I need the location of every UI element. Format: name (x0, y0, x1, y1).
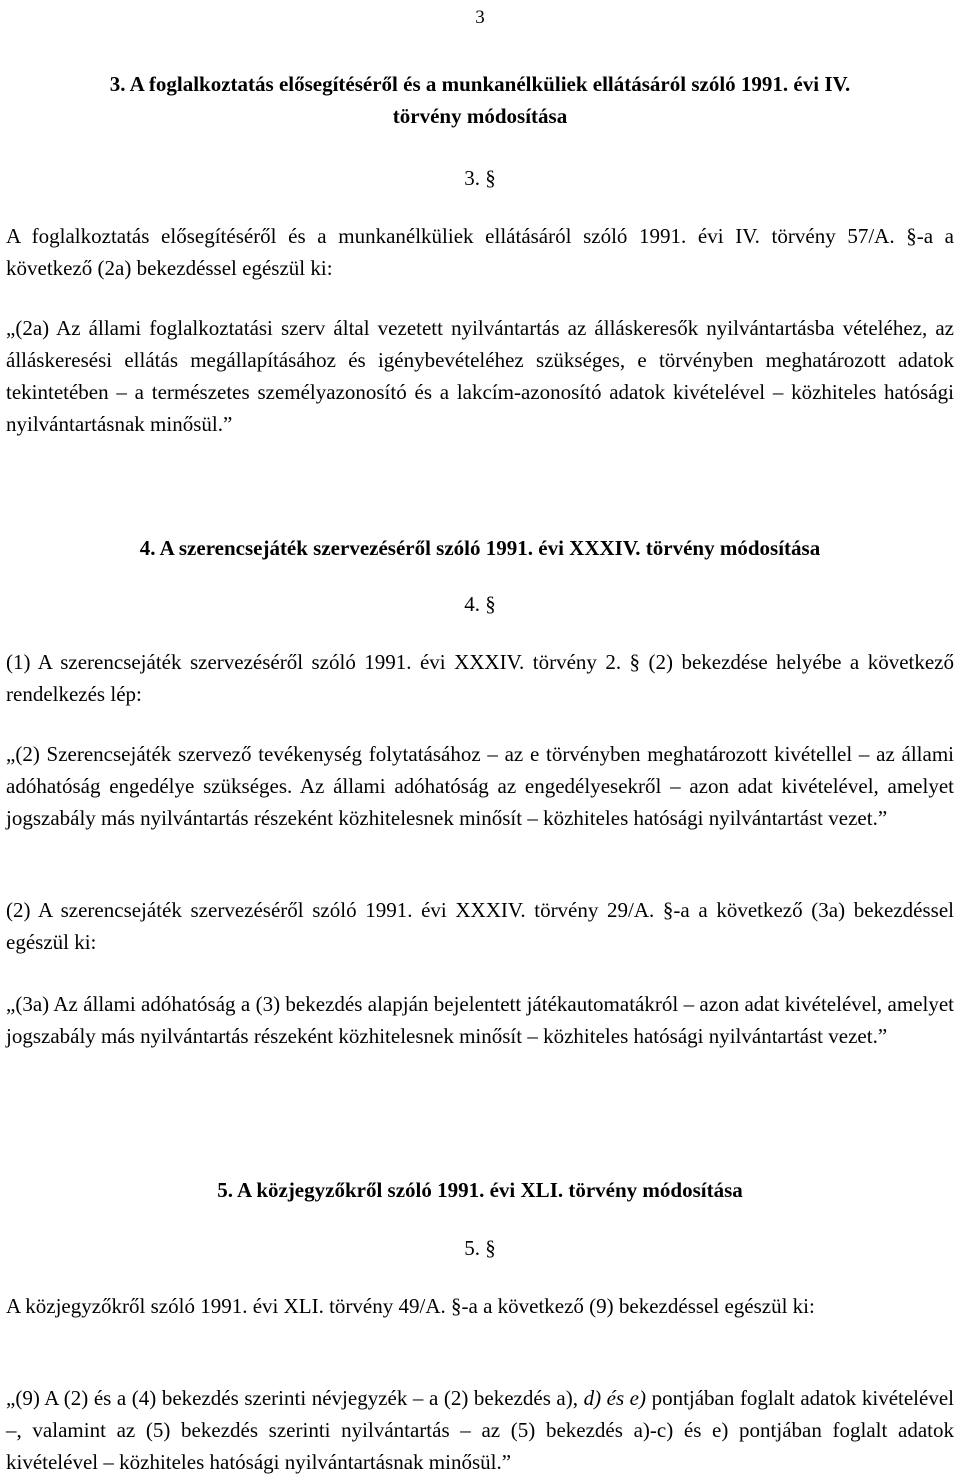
section-5-quote-part-2: pontjában foglalt adatok kivételével –, valamint az (5) bekezdés szerinti nyilvántartás – az (5) bekezdés a)-c) és e) pontjában foglalt adatok kivételével – közhiteles hatósági nyilvántartásnak minősül.” (6, 1386, 954, 1474)
section-4-paragraph-sign: 4. § (464, 592, 496, 616)
section-5-quote (6, 1382, 954, 1478)
section-5-quote-part-1: „(9) A (2) és a (4) bekezdés szerinti névjegyzék – a (2) bekezdés a), (6, 1386, 584, 1410)
section-3-paragraph-sign: 3. § (464, 166, 496, 190)
section-5-intro: A közjegyzőkről szóló 1991. évi XLI. törvény 49/A. §-a a következő (9) bekezdéssel egészül ki: (6, 1294, 815, 1318)
section-4-quote-1: „(2) Szerencsejáték szervező tevékenység folytatásához – az e törvényben meghatározott kivétellel – az állami adóhatóság engedélye szükséges. Az állami adóhatóság az engedélyesekről – azon adat kivételével, amelyet jogszabály más nyilvántartás részeként közhitelesnek minősít – közhiteles hatósági nyilvántartást vezet.” (6, 742, 954, 830)
section-4-para-2: (2) A szerencsejáték szervezéséről szóló 1991. évi XXXIV. törvény 29/A. §-a a következő (3a) bekezdéssel egészül ki: (6, 898, 954, 954)
section-5-heading: 5. A közjegyzőkről szóló 1991. évi XLI. törvény módosítása (217, 1178, 743, 1202)
section-5-paragraph-sign: 5. § (464, 1236, 496, 1260)
section-4-para-1: (1) A szerencsejáték szervezéséről szóló 1991. évi XXXIV. törvény 2. § (2) bekezdése helyébe a következő rendelkezés lép: (6, 650, 954, 706)
section-3-intro: A foglalkoztatás elősegítéséről és a munkanélküliek ellátásáról szóló 1991. évi IV. törvény 57/A. §-a a következő (2a) bekezdéssel egészül ki: (6, 224, 954, 280)
section-3-heading (6, 68, 954, 132)
section-4-quote-2: „(3a) Az állami adóhatóság a (3) bekezdés alapján bejelentett játékautomatákról – azon adat kivételével, amelyet jogszabály más nyilvántartás részeként közhitelesnek minősít – közhiteles hatósági nyilvántartást vezet.” (6, 992, 954, 1048)
section-3-heading-line-2: törvény módosítása (392, 104, 568, 128)
section-4-heading: 4. A szerencsejáték szervezéséről szóló 1991. évi XXXIV. törvény módosítása (139, 536, 821, 560)
section-3-heading-line-1: 3. A foglalkoztatás elősegítéséről és a munkanélküliek ellátásáról szóló 1991. évi IV. (109, 72, 851, 96)
section-5-quote-italic: d) és e) (583, 1386, 646, 1410)
page-number: 3 (475, 7, 485, 28)
section-3-quote: „(2a) Az állami foglalkoztatási szerv által vezetett nyilvántartás az álláskeresők nyilvántartásba vételéhez, az álláskeresési ellátás megállapításához és igénybevételéhez szükséges, e törvényben meghatározott adatok tekintetében – a természetes személyazonosító és a lakcím-azonosító adatok kivételével – közhiteles hatósági nyilvántartásnak minősül.” (6, 316, 954, 436)
